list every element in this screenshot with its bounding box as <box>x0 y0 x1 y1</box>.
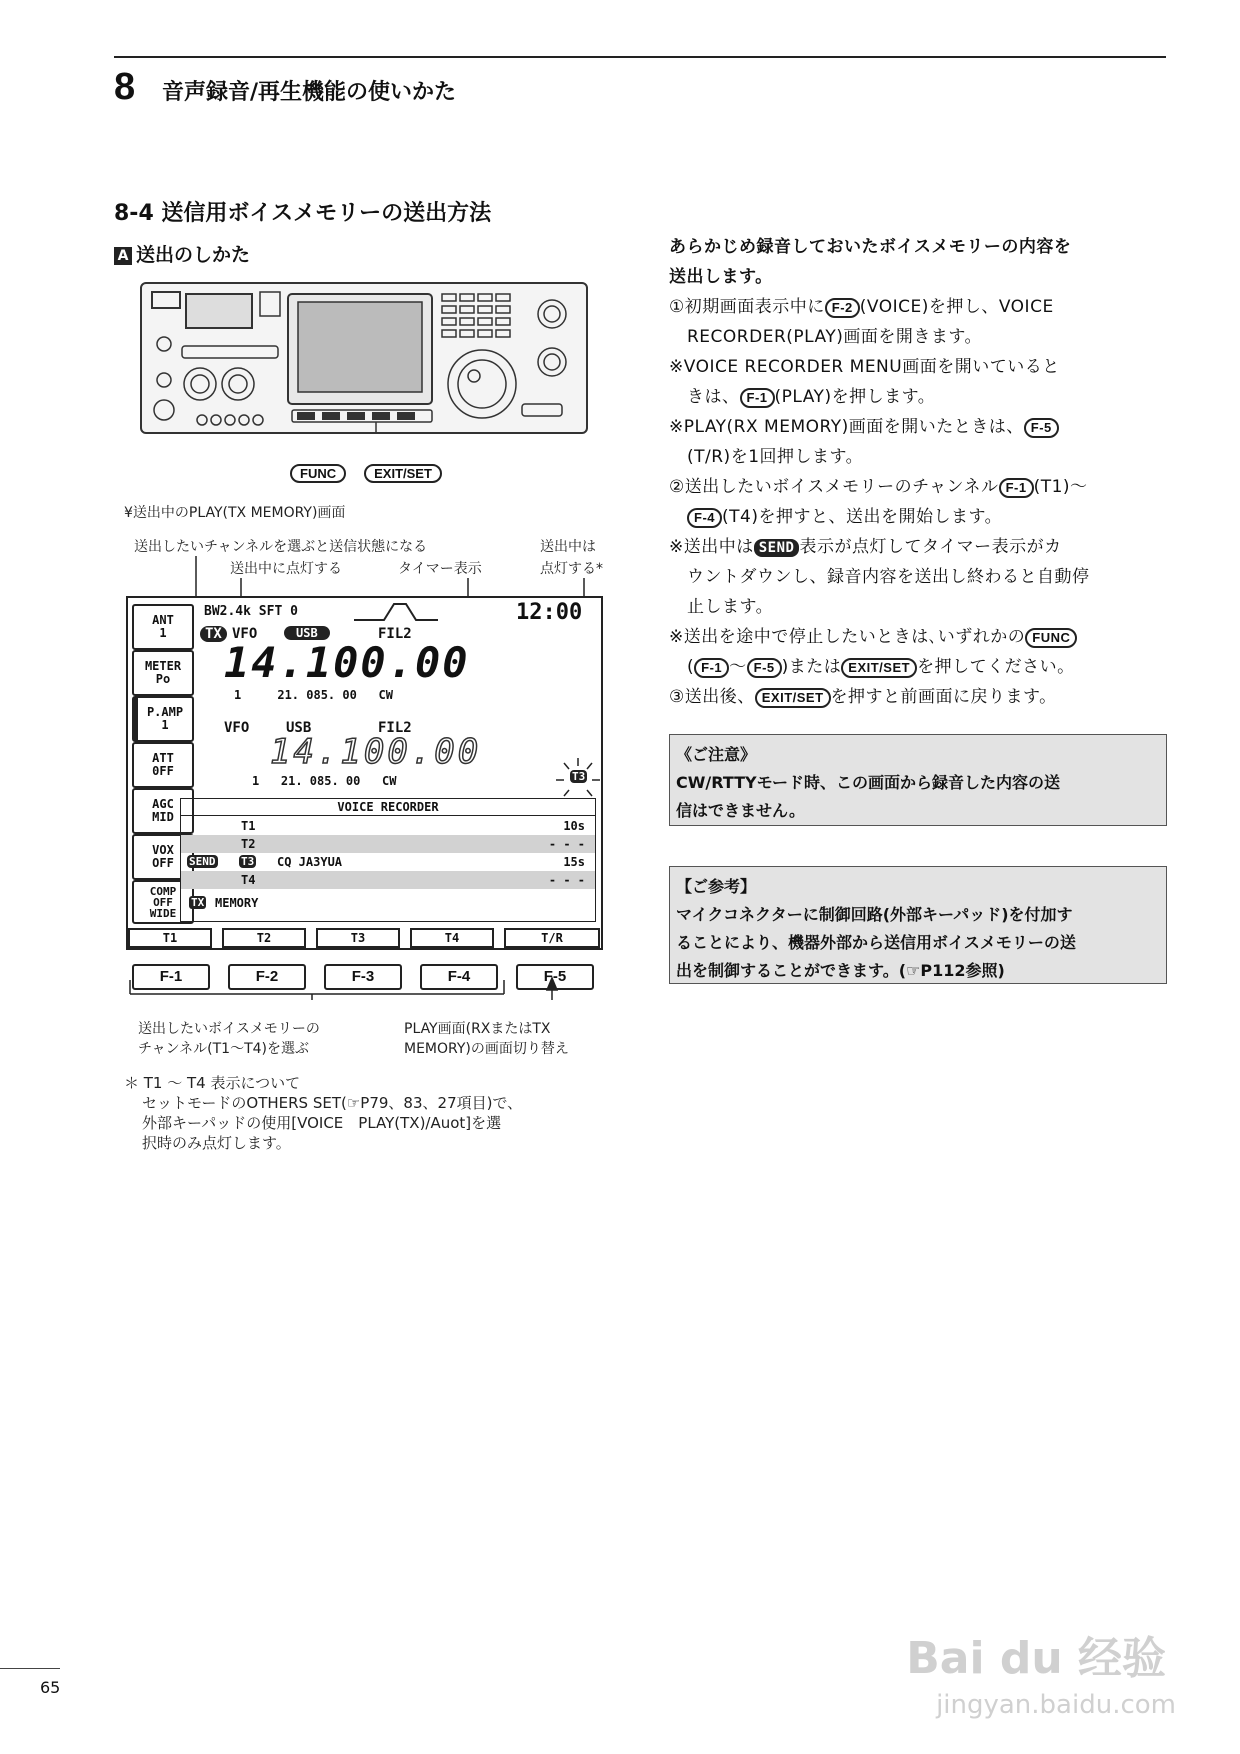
lcd-bottom-t4[interactable]: T4 <box>410 928 494 948</box>
lcd-bottom-t2[interactable]: T2 <box>222 928 306 948</box>
note-3: ※送出中は SEND 表示が点灯してタイマー表示がカ <box>669 537 1062 557</box>
bottom-callout-right-2: MEMORY)の画面切り替え <box>404 1041 569 1057</box>
note-3-cont: ウントダウンし、録音内容を送出し終わると自動停 <box>687 567 1090 587</box>
bottom-callout-left-2: チャンネル(T1〜T4)を選ぶ <box>138 1041 310 1057</box>
callout-lit-when-sending: 送出中に点灯する <box>230 561 342 577</box>
lcd-frequency-sub: 14.100.00 <box>270 732 482 772</box>
row-channel: T2 <box>241 837 256 851</box>
footnote-line-3: 択時のみ点灯します。 <box>142 1134 291 1152</box>
voice-recorder-panel <box>180 798 596 922</box>
figure-caption: ¥送出中のPLAY(TX MEMORY)画面 <box>124 505 346 521</box>
row-time: - - - <box>548 873 585 887</box>
recorder-row-t1[interactable] <box>181 817 595 835</box>
blink-rays-icon <box>556 758 600 798</box>
lcd-mode-2: USB <box>286 720 312 736</box>
lcd-button-att[interactable]: ATT 0FF <box>132 742 194 788</box>
callout-sending-top: 送出中は <box>540 539 596 555</box>
intro-line-2: 送出します。 <box>669 267 773 287</box>
lcd-button-agc[interactable]: AGC MID <box>132 788 194 834</box>
lcd-bottom-tr[interactable]: T/R <box>504 928 600 948</box>
f5-button[interactable]: F-5 <box>516 964 594 990</box>
instructions <box>669 232 1167 712</box>
row-channel: T1 <box>241 819 256 833</box>
lcd-frequency-main: 14.100.00 <box>224 638 470 687</box>
note-2-cont: (T/R)を1回押します。 <box>687 447 864 467</box>
callout-timer: タイマー表示 <box>398 561 482 577</box>
row-time: - - - <box>548 837 585 851</box>
caution-line-2: 信はできません。 <box>676 801 805 820</box>
f5-key: F-5 <box>747 658 782 678</box>
footnote-line-1: セットモードのOTHERS SET(☞P79、83、27項目)で、 <box>142 1094 523 1112</box>
f5-key: F-5 <box>1024 418 1059 438</box>
f1-key: F-1 <box>740 388 775 408</box>
exit-set-key: EXIT/SET <box>841 658 917 678</box>
voice-recorder-title: VOICE RECORDER <box>181 799 595 816</box>
send-badge: SEND <box>189 855 216 868</box>
chapter-title: 音声録音/再生機能の使いかた <box>162 80 457 105</box>
caution-box <box>669 734 1167 826</box>
memory-label: MEMORY <box>215 896 259 910</box>
note-2: ※PLAY(RX MEMORY)画面を開いたときは、 F-5 <box>669 412 1167 442</box>
reference-line-2: ることにより、機器外部から送信用ボイスメモリーの送 <box>676 933 1076 952</box>
lcd-vfo-1: VFO <box>232 626 258 642</box>
func-key: FUNC <box>1025 628 1077 648</box>
f4-button[interactable]: F-4 <box>420 964 498 990</box>
lcd-clock: 12:00 <box>516 600 583 625</box>
f1-key: F-1 <box>694 658 729 678</box>
lcd-button-vox[interactable]: VOX OFF <box>132 834 194 880</box>
step-1-cont: RECORDER(PLAY)画面を開きます。 <box>687 327 982 347</box>
row-time: 10s <box>563 819 585 833</box>
lcd-bottom-t3[interactable]: T3 <box>316 928 400 948</box>
footnote-line-2: 外部キーパッドの使用[VOICE PLAY(TX)/Auot]を選 <box>142 1114 502 1132</box>
caution-title: 《ご注意》 <box>676 745 757 764</box>
watermark-url: jingyan.baidu.com <box>936 1690 1176 1720</box>
subsection-title: 送出のしかた <box>136 244 251 266</box>
recorder-row-t4[interactable] <box>181 871 595 889</box>
step-2-cont: F-4 (T4)を押すと、送出を開始します。 <box>669 502 1167 532</box>
note-1-cont: きは、 F-1 (PLAY)を押します。 <box>687 387 936 407</box>
row-time: 15s <box>563 855 585 869</box>
lcd-sub-line-2: 1 21. 085. 00 CW <box>252 774 397 788</box>
row-channel: T3 <box>241 855 255 868</box>
f4-key: F-4 <box>687 508 722 528</box>
note-1: ※VOICE RECORDER MENU画面を開いていると <box>669 357 1060 377</box>
send-indicator: SEND <box>754 539 800 557</box>
lcd-vfo-2: VFO <box>224 720 250 736</box>
reference-line-3: 出を制御することができます。(☞P112参照) <box>676 961 1005 980</box>
lcd-sub-line-1: 1 21. 085. 00 CW <box>234 688 393 702</box>
chapter-number: 8 <box>114 66 136 108</box>
note-4-cont: ( F-1 〜 F-5 )または EXIT/SET を押してください。 <box>687 657 1075 677</box>
lcd-filter-1: FIL2 <box>378 626 412 642</box>
lcd-mode-1: USB <box>284 626 330 640</box>
f2-key: F-2 <box>825 298 860 318</box>
intro-line-1: あらかじめ録音しておいたボイスメモリーの内容を <box>669 237 1072 257</box>
lcd-button-comp[interactable]: COMP OFF WIDE <box>132 880 194 924</box>
lcd-button-ant[interactable]: ANT 1 <box>132 604 194 650</box>
exit-set-key-label: EXIT/SET <box>364 464 442 483</box>
lcd-bottom-t1[interactable]: T1 <box>128 928 212 948</box>
lcd-button-pamp[interactable]: P.AMP 1 <box>132 696 194 742</box>
callout-sending-bottom: 点灯する* <box>540 561 603 577</box>
func-key-label: FUNC <box>290 464 346 483</box>
f3-button[interactable]: F-3 <box>324 964 402 990</box>
row-channel: T4 <box>241 873 256 887</box>
subsection-marker: A <box>114 247 132 265</box>
lcd-status-row: BW2.4k SFT 0 <box>204 604 298 619</box>
page-number: 65 <box>40 1678 61 1697</box>
bottom-callout-left-1: 送出したいボイスメモリーの <box>138 1021 320 1037</box>
caution-line-1: CW/RTTYモード時、この画面から録音した内容の送 <box>676 773 1060 792</box>
recorder-row-t2[interactable] <box>181 835 595 853</box>
watermark-logo: Bai du 经验 <box>906 1633 1166 1684</box>
lcd-screen <box>126 596 603 950</box>
section-title: 8-4 送信用ボイスメモリーの送出方法 <box>114 201 492 226</box>
memory-row <box>181 893 595 913</box>
callout-channel-select: 送出したいチャンネルを選ぶと送信状態になる <box>134 539 428 555</box>
filter-shape-icon <box>354 602 438 622</box>
f2-button[interactable]: F-2 <box>228 964 306 990</box>
f1-key: F-1 <box>999 478 1034 498</box>
note-4: ※送出を途中で停止したいときは､いずれかの FUNC <box>669 622 1167 652</box>
reference-line-1: マイクコネクターに制御回路(外部キーパッド)を付加す <box>676 905 1073 924</box>
row-name: CQ JA3YUA <box>277 855 343 869</box>
note-3-end: 止します。 <box>687 597 774 617</box>
t3-indicator-badge: T3 <box>572 770 586 783</box>
f1-button[interactable]: F-1 <box>132 964 210 990</box>
lcd-filter-2: FIL2 <box>378 720 412 736</box>
page-number-rule <box>0 1668 60 1669</box>
footnote-head: ＊ T1 〜 T4 表示について <box>124 1074 301 1092</box>
step-3: ③送出後、 EXIT/SET を押すと前画面に戻ります。 <box>669 687 1057 707</box>
lcd-button-meter[interactable]: METER Po <box>132 650 194 696</box>
reference-title: 【ご参考】 <box>676 877 757 896</box>
bottom-callout-right-1: PLAY画面(RXまたはTX <box>404 1021 551 1037</box>
exit-set-key: EXIT/SET <box>755 688 831 708</box>
tx-indicator-badge: TX <box>200 626 227 642</box>
tx-small-badge: TX <box>191 896 205 909</box>
recorder-row-t3[interactable] <box>181 853 595 871</box>
step-2: ②送出したいボイスメモリーのチャンネル F-1 (T1)〜 <box>669 477 1088 497</box>
reference-box <box>669 866 1167 984</box>
step-1: ①初期画面表示中に F-2 (VOICE)を押し、VOICE <box>669 297 1054 317</box>
